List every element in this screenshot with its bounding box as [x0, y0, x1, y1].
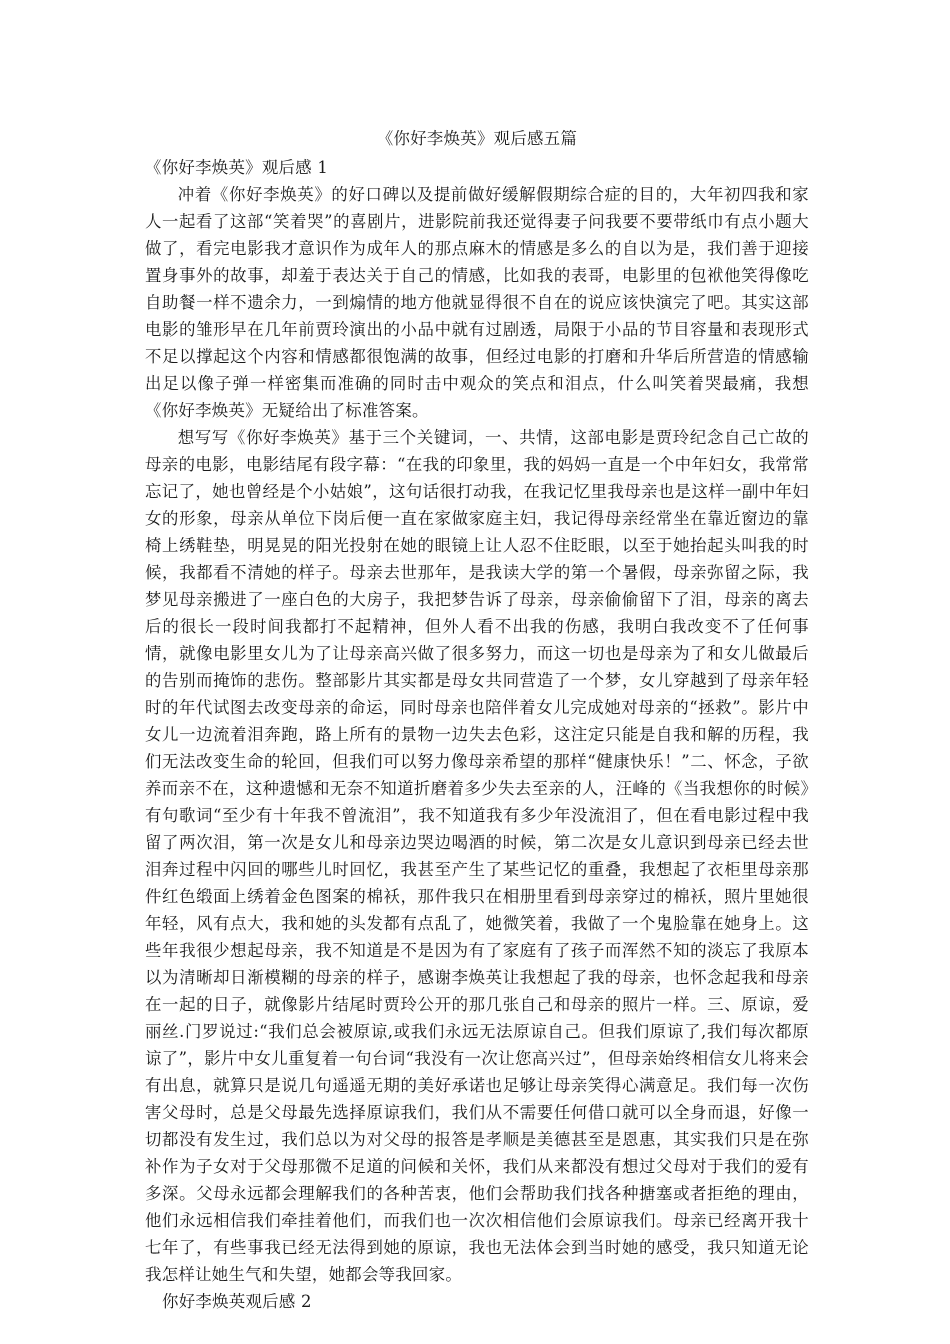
- section-heading-2: 你好李焕英观后感 2: [162, 1292, 312, 1311]
- document-title: 《你好李焕英》观后感五篇: [376, 129, 578, 148]
- paragraph-2: 想写写《你好李焕英》基于三个关键词，一、共情，这部电影是贾玲纪念自己亡故的母亲的电影，电影结尾有段字幕：“在我的印象里，我的妈妈一直是一个中年妇女，我常常忘记了，她也曾经是个小姑娘”，这句话很打动我，在我记忆里我母亲也是这样一副中年妇女的形象，母亲从单位下岗后便一直在家做家庭主妇，我记得母亲经常坐在靠近窗边的靠椅上绣鞋垫，明晃晃的阳光投射在她的眼镜上让人忍不住眨眼，以至于她抬起头叫我的时候，我都看不清她的样子。母亲去世那年，是我读大学的第一个暑假，母亲弥留之际，我梦见母亲搬进了一座白色的大房子，我把梦告诉了母亲，母亲偷偷留下了泪，母亲的离去后的很长一段时间我都打不起精神，但外人看不出我的伤感，我明白我改变不了任何事情，就像电影里女儿为了让母亲高兴做了很多努力，而这一切也是母亲为了和女儿做最后的告别而掩饰的悲伤。整部影片其实都是母女共同营造了一个梦，女儿穿越到了母亲年轻时的年代试图去改变母亲的命运，同时母亲也陪伴着女儿完成她对母亲的“拯救”。影片中女儿一边流着泪奔跑，路上所有的景物一边失去色彩，这注定只能是自我和解的历程，我们无法改变生命的轮回，但我们可以努力像母亲希望的那样“健康快乐！”二、怀念，子欲养而亲不在，这种遗憾和无奈不知道折磨着多少失去至亲的人，汪峰的《当我想你的时候》有句歌词“至少有十年我不曾流泪”，我不知道我有多少年没流泪了，但在看电影过程中我留了两次泪，第一次是女儿和母亲边哭边喝酒的时候，第二次是女儿意识到母亲已经去世泪奔过程中闪回的哪些儿时回忆，我甚至产生了某些记忆的重叠，我想起了衣柜里母亲那件红色缎面上绣着金色图案的棉袄，那件我只在相册里看到母亲穿过的棉袄，照片里她很年轻，风有点大，我和她的头发都有点乱了，她微笑着，我做了一个鬼脸靠在她身上。这些年我很少想起母亲，我不知道是不是因为有了家庭有了孩子而浑然不知的淡忘了我原本以为清晰却日渐模糊的母亲的样子，感谢李焕英让我想起了我的母亲，也怀念起我和母亲在一起的日子，就像影片结尾时贾玲公开的那几张自己和母亲的照片一样。三、原谅，爱丽丝.门罗说过:“我们总会被原谅,或我们永远无法原谅自己。但我们原谅了,我们每次都原谅了”，影片中女儿重复着一句台词“我没有一次让您高兴过”，但母亲始终相信女儿将来会有出息，就算只是说几句遥遥无期的美好承诺也足够让母亲笑得心满意足。我们每一次伤害父母时，总是父母最先选择原谅我们，我们从不需要任何借口就可以全身而退，好像一切都没有发生过，我们总以为对父母的报答是孝顺是美德甚至是恩惠，其实我们只是在弥补作为子女对于父母那微不足道的问候和关怀，我们从来都没有想过父母对于我们的爱有多深。父母永远都会理解我们的各种苦衷，他们会帮助我们找各种搪塞或者拒绝的理由，他们永远相信我们牵挂着他们，而我们也一次次相信他们会原谅我们。母亲已经离开我十七年了，有些事我已经无法得到她的原谅，我也无法体会到当时她的感受，我只知道无论我怎样让她生气和失望，她都会等我回家。: [145, 428, 809, 1284]
- document-page: [145, 124, 809, 1315]
- paragraph-1: 冲着《你好李焕英》的好口碑以及提前做好缓解假期综合症的目的，大年初四我和家人一起看了这部“笑着哭”的喜剧片，进影院前我还觉得妻子问我要不要带纸巾有点小题大做了，看完电影我才意识作为成年人的那点麻木的情感是多么的自以为是，我们善于迎接置身事外的故事，却羞于表达关于自己的情感，比如我的表哥，电影里的包袱他笑得像吃自助餐一样不遗余力，一到煽情的地方他就显得很不自在的说应该快演完了吧。其实这部电影的雏形早在几年前贾玲演出的小品中就有过剧透，局限于小品的节目容量和表现形式不足以撑起这个内容和情感都很饱满的故事，但经过电影的打磨和升华后所营造的情感输出足以像子弹一样密集而准确的同时击中观众的笑点和泪点，什么叫笑着哭最痛，我想《你好李焕英》无疑给出了标准答案。: [145, 185, 809, 420]
- section-heading-1: 《你好李焕英》观后感 1: [145, 158, 329, 177]
